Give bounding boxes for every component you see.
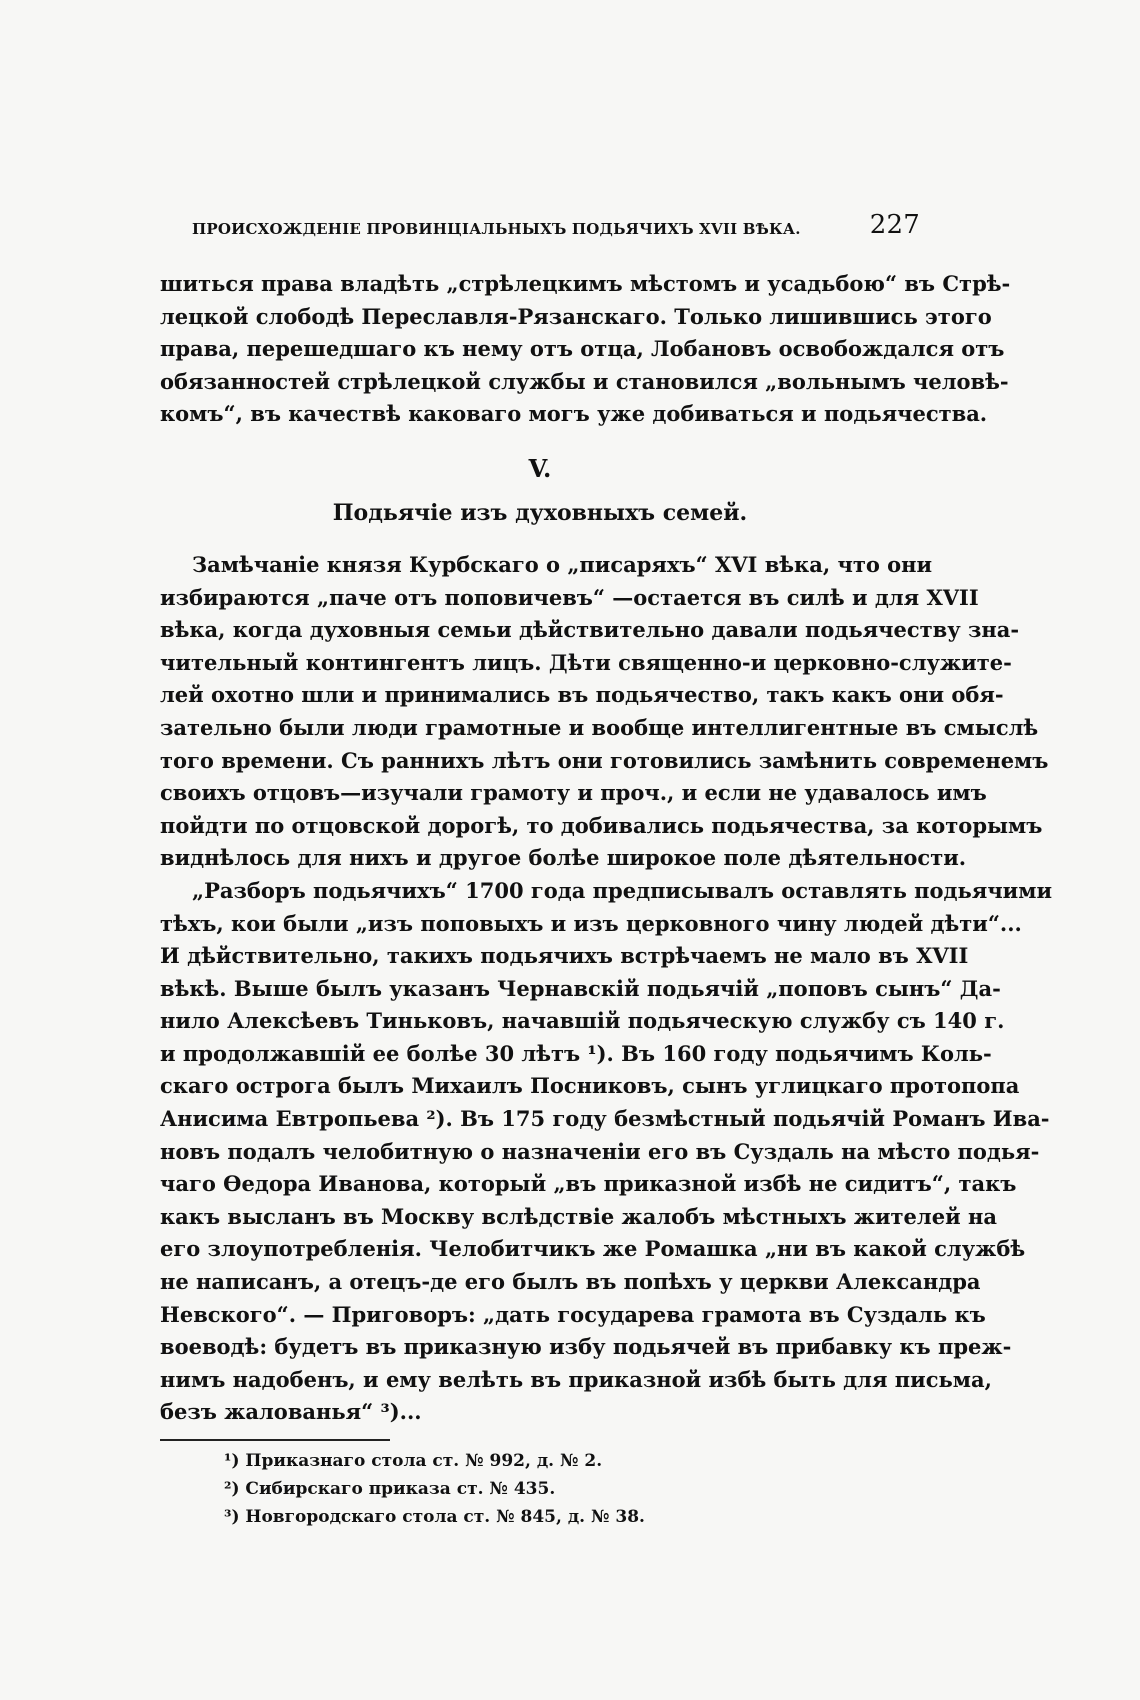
- text-line: нило Алексѣевъ Тиньковъ, начавшій подьяческую службу съ 140 г.: [160, 1008, 1005, 1034]
- paragraph-3: [160, 875, 1053, 1429]
- text-line: обязанностей стрѣлецкой службы и становился „вольнымъ человѣ-: [160, 368, 1009, 394]
- page-body: [160, 268, 1053, 1531]
- text-line: какъ высланъ въ Москву вслѣдствіе жалобъ мѣстныхъ жителей на: [160, 1203, 997, 1229]
- text-line: „Разборъ подьячихъ“ 1700 года предписывалъ оставлять подьячими: [192, 877, 1053, 903]
- text-line: Анисима Евтропьева ²). Въ 175 году безмѣстный подьячій Романъ Ива-: [160, 1106, 1050, 1132]
- section-number: V.: [528, 453, 552, 483]
- page-number: 227: [869, 210, 920, 240]
- text-line: тѣхъ, кои были „изъ поповыхъ и изъ церковного чину людей дѣти“...: [160, 910, 1022, 936]
- text-line: чаго Ѳедора Иванова, который „въ приказной избѣ не сидитъ“, такъ: [160, 1171, 1017, 1197]
- footnote-divider: [160, 1439, 390, 1441]
- text-line: его злоупотребленія. Челобитчикъ же Ромашка „ни въ какой службѣ: [160, 1236, 1026, 1262]
- text-line: Замѣчаніе князя Курбскаго о „писаряхъ“ XVI вѣка, что они: [192, 551, 933, 577]
- text-line: виднѣлось для нихъ и другое болѣе широкое поле дѣятельности.: [160, 845, 967, 871]
- footnote: ²) Сибирскаго приказа ст. № 435.: [224, 1479, 556, 1499]
- text-line: скаго острога былъ Михаилъ Посниковъ, сынъ углицкаго протопопа: [160, 1073, 1020, 1099]
- text-line: чительный контингентъ лицъ. Дѣти священно-и церковно-служите-: [160, 649, 1012, 675]
- text-line: шиться права владѣть „стрѣлецкимъ мѣстомъ и усадьбою“ въ Стрѣ-: [160, 271, 1011, 296]
- text-line: права, перешедшаго къ нему отъ отца, Лобановъ освобождался отъ: [160, 336, 1005, 362]
- running-title: ПРОИСХОЖДЕНІЕ ПРОВИНЦІАЛЬНЫХЪ ПОДЬЯЧИХЪ XVII ВѢКА.: [192, 220, 801, 238]
- paragraph-1: [160, 268, 1011, 431]
- text-line: и продолжавшій ее болѣе 30 лѣтъ ¹). Въ 160 году подьячимъ Коль-: [160, 1040, 992, 1066]
- text-line: зательно были люди грамотные и вообще интеллигентные въ смыслѣ: [160, 714, 1039, 740]
- text-line: комъ“, въ качествѣ каковаго могъ уже добиваться и подьячества.: [160, 401, 988, 427]
- text-line: пойдти по отцовской дорогѣ, то добивались подьячества, за которымъ: [160, 812, 1043, 838]
- text-line: нимъ надобенъ, и ему велѣть въ приказной избѣ быть для письма,: [160, 1366, 992, 1392]
- text-line: того времени. Съ раннихъ лѣтъ они готовились замѣнить современемъ: [160, 747, 1049, 773]
- text-line: лецкой слободѣ Переславля-Рязанскаго. Только лишившись этого: [160, 303, 992, 329]
- text-line: новъ подалъ челобитную о назначеніи его въ Суздаль на мѣсто подья-: [160, 1138, 1040, 1164]
- footnote: ³) Новгородскаго стола ст. № 845, д. № 38.: [224, 1507, 645, 1527]
- text-line: своихъ отцовъ—изучали грамоту и проч., и если не удавалось имъ: [160, 780, 987, 806]
- text-line: лей охотно шли и принимались въ подьячество, такъ какъ они обя-: [160, 682, 1004, 708]
- text-line: безъ жалованья“ ³)...: [160, 1399, 422, 1425]
- footnote: ¹) Приказнаго стола ст. № 992, д. № 2.: [224, 1451, 603, 1471]
- footnotes: [224, 1447, 920, 1531]
- section-title: Подьячіе изъ духовныхъ семей.: [332, 499, 748, 526]
- text-line: вѣкѣ. Выше былъ указанъ Чернавскій подьячій „поповъ сынъ“ Да-: [160, 975, 1001, 1001]
- text-line: избираются „паче отъ поповичевъ“ —остается въ силѣ и для XVII: [160, 584, 979, 610]
- text-line: воеводѣ: будетъ въ приказную избу подьячей въ прибавку къ преж-: [160, 1334, 1012, 1360]
- text-line: вѣка, когда духовныя семьи дѣйствительно давали подьячеству зна-: [160, 617, 1020, 643]
- text-line: не написанъ, а отецъ-де его былъ въ попѣхъ у церкви Александра: [160, 1269, 981, 1295]
- paragraph-2: [160, 549, 1049, 875]
- text-line: И дѣйствительно, такихъ подьячихъ встрѣчаемъ не мало въ XVII: [160, 943, 969, 969]
- text-line: Невского“. — Приговоръ: „дать государева грамота въ Суздаль къ: [160, 1301, 986, 1327]
